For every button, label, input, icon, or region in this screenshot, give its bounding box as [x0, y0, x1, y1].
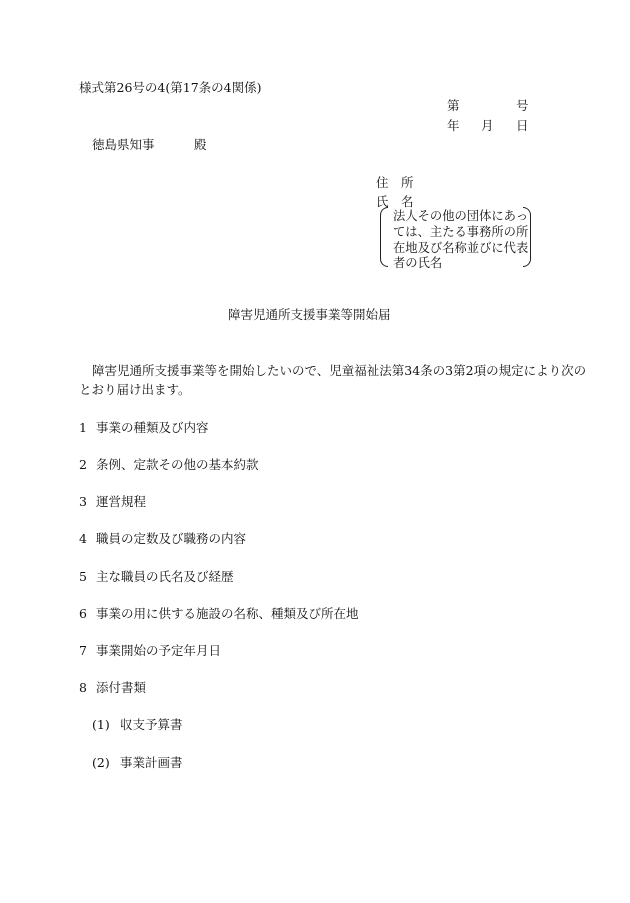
item-number: 3	[79, 494, 87, 509]
corporation-note-line: 法人その他の団体にあっ	[393, 209, 529, 223]
item-number: 1	[79, 420, 87, 435]
item-number: 6	[79, 606, 87, 621]
item-text: 添付書類	[96, 680, 147, 695]
item-text: 運営規程	[96, 494, 147, 509]
date-year-label: 年	[447, 118, 460, 133]
attachment-number: (2)	[92, 755, 110, 770]
item-number: 5	[79, 569, 87, 584]
attachment-text: 収支予算書	[120, 717, 183, 732]
attachment-number: (1)	[92, 717, 110, 732]
body-text-line: とおり届け出ます。	[79, 382, 191, 397]
document-number-prefix: 第	[447, 98, 460, 113]
item-text: 主な職員の氏名及び経歴	[96, 569, 234, 584]
item-text: 事業の種類及び内容	[96, 420, 209, 435]
document-number-suffix: 号	[516, 98, 529, 113]
item-number: 7	[79, 643, 87, 658]
item-text: 事業開始の予定年月日	[96, 643, 222, 658]
item-text: 職員の定数及び職務の内容	[96, 531, 247, 546]
date-month-label: 月	[481, 118, 494, 133]
item-text: 条例、定款その他の基本約款	[96, 457, 259, 472]
right-bracket	[523, 207, 531, 267]
item-text: 事業の用に供する施設の名称、種類及び所在地	[96, 606, 359, 621]
left-bracket	[380, 207, 388, 267]
addressee-name: 徳島県知事	[92, 137, 155, 152]
item-number: 8	[79, 680, 87, 695]
document-title: 障害児通所支援事業等開始届	[228, 307, 391, 322]
attachment-text: 事業計画書	[120, 755, 183, 770]
applicant-address-label: 住 所	[376, 175, 414, 190]
item-number: 4	[79, 531, 87, 546]
corporation-note-line: 在地及び名称並びに代表	[393, 241, 529, 255]
corporation-note-line: ては、主たる事務所の所	[393, 225, 529, 239]
form-number: 様式第26号の4(第17条の4関係)	[79, 80, 262, 95]
item-number: 2	[79, 457, 87, 472]
body-text-line: 障害児通所支援事業等を開始したいので、児童福祉法第34条の3第2項の規定により次の	[92, 363, 587, 378]
applicant-name-label: 氏 名	[376, 194, 414, 209]
corporation-note-line: 者の氏名	[393, 256, 443, 270]
date-day-label: 日	[516, 118, 529, 133]
corporation-note	[380, 207, 531, 270]
addressee-honorific: 殿	[194, 137, 207, 152]
